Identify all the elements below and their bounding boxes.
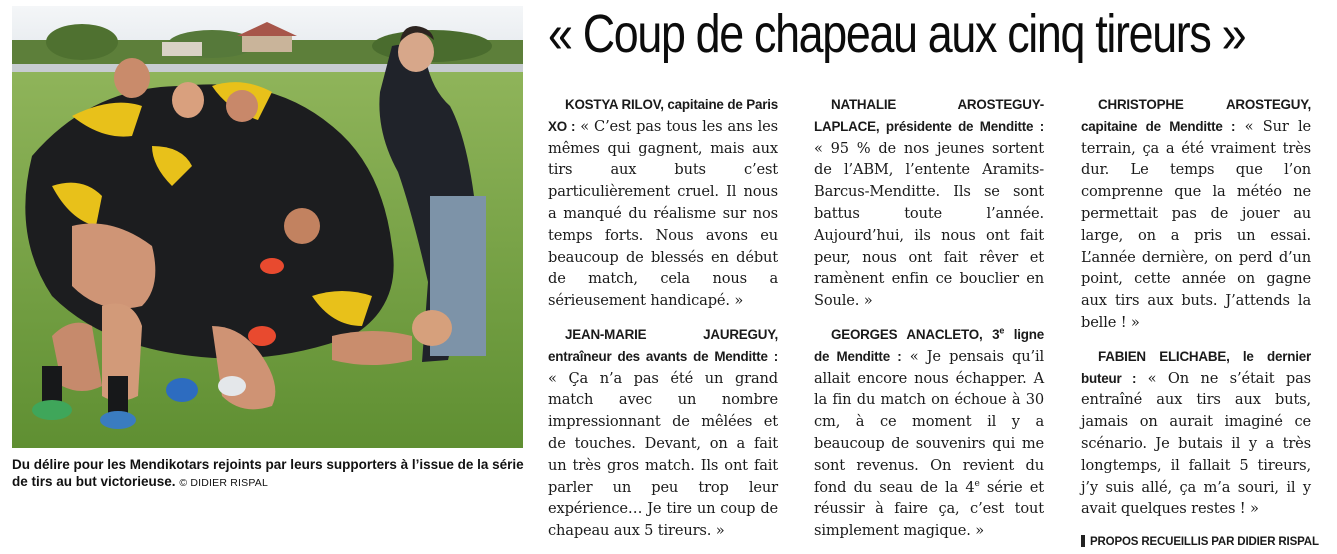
quote-text: « C’est pas tous les ans les mêmes qui gagnent, mais aux tirs aux buts c’est particulièrement cruel. Il nous a manqué du réalisme sur nos temps forts. Nous avons eu beaucoup de blessés en début de match, cela nous a sérieusement handicapé. » — [548, 117, 778, 310]
quote-speaker: JEAN-MARIE JAUREGUY, entraîneur des avants de Menditte : — [548, 326, 778, 364]
speaker-role: ligne de Menditte : — [814, 326, 1044, 364]
quote-text: « Sur le terrain, ça a été vraiment très dur. Le temps que l’on comprenne que la météo ne permettait pas de jouer au large, on a pris un essai. L’année dernière, on perd d’un point, cette année on gagne aux tirs aux buts. J’attends la belle ! » — [1081, 117, 1311, 331]
speaker-name: GEORGES ANACLETO, 3 — [831, 326, 1000, 342]
quote-paragraph — [814, 324, 1044, 542]
quote-paragraph — [548, 324, 778, 542]
caption-text: Du délire pour les Mendikotars rejoints par leurs supporters à l’issue de la série de tirs au but victorieuse. — [12, 457, 524, 489]
quote-paragraph — [548, 94, 778, 312]
ordinal-superscript: e — [999, 325, 1005, 336]
quote-text-continued: série et réussir à faire ça, c’est tout simplement magique. » — [814, 478, 1044, 540]
quote-text: « On ne s’était pas entraîné aux tirs aux buts, jamais on aurait imaginé ce scénario. Je butais il y a très longtemps, il fallait 5 tireurs, j’y suis allé, ça m’a souri, il y avait quelques restes ! » — [1081, 369, 1311, 518]
article-column-3 — [1081, 94, 1319, 554]
quote-speaker: CHRISTOPHE AROSTEGUY, capitaine de Menditte : — [1081, 97, 1311, 134]
quote-speaker: NATHALIE AROSTEGUY-LAPLACE, présidente de Menditte : — [814, 97, 1044, 134]
quote-text: « Je pensais qu’il allait encore nous échapper. A la fin du match on échoue à 30 cm, à ce moment il y a beaucoup de souvenirs qui me sont revenus. On revient du fond du seau de la 4 — [814, 347, 1044, 496]
rugby-celebration-photo — [12, 6, 523, 448]
quote-speaker: FABIEN ELICHABE, le dernier buteur : — [1081, 348, 1311, 386]
photo-caption — [12, 456, 532, 492]
photo-illustration — [12, 6, 523, 448]
quote-paragraph — [1081, 346, 1311, 520]
byline-bar — [1081, 535, 1085, 547]
ordinal-superscript: e — [974, 478, 980, 489]
quote-text: « Ça n’a pas été un grand match avec un nombre impressionnant de mêlées et de touches. Devant, on a fait un très gros match. Ils ont fait parler un peu trop leur expérience… Je tire un coup de chapeau aux 5 tireurs. » — [548, 369, 778, 540]
quote-text: « 95 % de nos jeunes sortent de l’ABM, l’entente Aramits-Barcus-Menditte. Ils se sont battus toute l’année. Aujourd’hui, ils nous ont fait peur, nous ont fait rêver et ramènent enfin ce bouclier en Soule. » — [814, 139, 1044, 310]
byline-text: PROPOS RECUEILLIS PAR DIDIER RISPAL — [1090, 536, 1319, 549]
photo-credit: © DIDIER RISPAL — [179, 477, 269, 489]
quote-paragraph — [814, 94, 1044, 312]
byline — [1081, 532, 1319, 554]
quote-speaker: KOSTYA RILOV, capitaine de Paris XO : — [548, 97, 778, 134]
headline: « Coup de chapeau aux cinq tireurs » — [548, 4, 1246, 64]
article-column-2 — [814, 94, 1044, 542]
article-column-1 — [548, 94, 778, 542]
quote-paragraph — [1081, 94, 1311, 334]
